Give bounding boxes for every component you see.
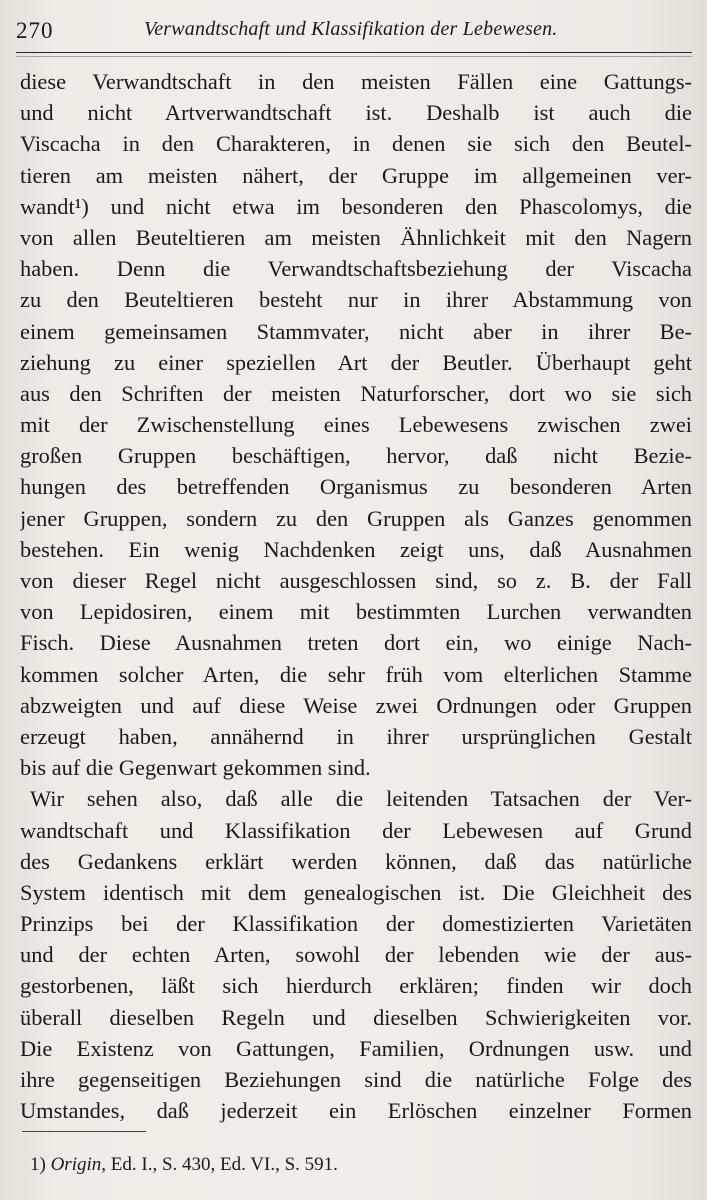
text-line: mit der Zwischenstellung eines Lebewesens zwischen zwei [20, 412, 692, 438]
footnote-rule [22, 1131, 146, 1132]
text-line: tieren am meisten nähert, der Gruppe im allgemeinen ver- [20, 162, 692, 188]
text-line: zu den Beuteltieren besteht nur in ihrer Abstammung von [20, 287, 692, 313]
text-line: großen Gruppen beschäftigen, hervor, daß nicht Bezie- [20, 443, 692, 469]
text-line: abzweigten und auf diese Weise zwei Ordnungen oder Gruppen [20, 692, 692, 718]
text-line: haben. Denn die Verwandtschaftsbeziehung der Viscacha [20, 256, 692, 282]
text-line: System identisch mit dem genealogischen ist. Die Gleichheit des [20, 879, 692, 905]
text-line: Die Existenz von Gattungen, Familien, Ordnungen usw. und [20, 1035, 692, 1061]
text-line: und nicht Artverwandtschaft ist. Deshalb ist auch die [20, 100, 692, 126]
page-number: 270 [16, 18, 54, 43]
text-line: Viscacha in den Charakteren, in denen sie sich den Beutel- [20, 131, 692, 157]
text-line: erzeugt haben, annähernd in ihrer ursprünglichen Gestalt [20, 723, 692, 749]
text-line: Prinzips bei der Klassifikation der domestizierten Varietäten [20, 911, 692, 937]
footnote-source: Origin, [50, 1154, 107, 1175]
footnote [30, 1154, 338, 1176]
body-text [20, 66, 692, 1126]
paragraph-end-line: bis auf die Gegenwart gekommen sind. [20, 755, 371, 781]
paragraph-start-line: Wir sehen also, daß alle die leitenden Tatsachen der Ver- [30, 786, 692, 812]
text-line: Umstandes, daß jederzeit ein Erlöschen einzelner Formen [20, 1098, 692, 1124]
text-line: jener Gruppen, sondern zu den Gruppen als Ganzes genommen [20, 505, 692, 531]
running-title: Verwandtschaft und Klassifikation der Lebewesen. [144, 18, 558, 40]
footnote-marker: 1) [30, 1154, 46, 1175]
text-line: wandtschaft und Klassifikation der Lebewesen auf Grund [20, 817, 692, 843]
text-line: des Gedankens erklärt werden können, daß das natürliche [20, 848, 692, 874]
text-line: gestorbenen, läßt sich hierdurch erklären; finden wir doch [20, 973, 692, 999]
text-line: ihre gegenseitigen Beziehungen sind die natürliche Folge des [20, 1067, 692, 1092]
text-line: überall dieselben Regeln und dieselben Schwierigkeiten vor. [20, 1004, 692, 1030]
text-line: von dieser Regel nicht ausgeschlossen sind, so z. B. der Fall [20, 568, 692, 593]
text-line: aus den Schriften der meisten Naturforscher, dort wo sie sich [20, 380, 692, 406]
text-line: diese Verwandtschaft in den meisten Fällen eine Gattungs- [20, 69, 692, 94]
text-line: wandt¹) und nicht etwa im besonderen den Phascolomys, die [20, 193, 692, 219]
text-line: Fisch. Diese Ausnahmen treten dort ein, wo einige Nach- [20, 630, 692, 656]
text-line: bestehen. Ein wenig Nachdenken zeigt uns, daß Ausnahmen [20, 536, 692, 562]
header-rule [16, 52, 692, 53]
text-line: von allen Beuteltieren am meisten Ähnlichkeit mit den Nagern [20, 224, 692, 250]
text-line: und der echten Arten, sowohl der lebenden wie der aus- [20, 942, 692, 968]
text-line: ziehung zu einer speziellen Art der Beutler. Überhaupt geht [20, 349, 692, 375]
text-line: kommen solcher Arten, die sehr früh vom elterlichen Stamme [20, 661, 692, 687]
header-rule-secondary [16, 56, 692, 57]
text-line: hungen des betreffenden Organismus zu besonderen Arten [20, 474, 692, 500]
text-line: einem gemeinsamen Stammvater, nicht aber in ihrer Be- [20, 318, 692, 344]
text-line: von Lepidosiren, einem mit bestimmten Lurchen verwandten [20, 599, 692, 625]
page-header [16, 18, 692, 48]
footnote-reference: Ed. I., S. 430, Ed. VI., S. 591. [110, 1154, 338, 1175]
